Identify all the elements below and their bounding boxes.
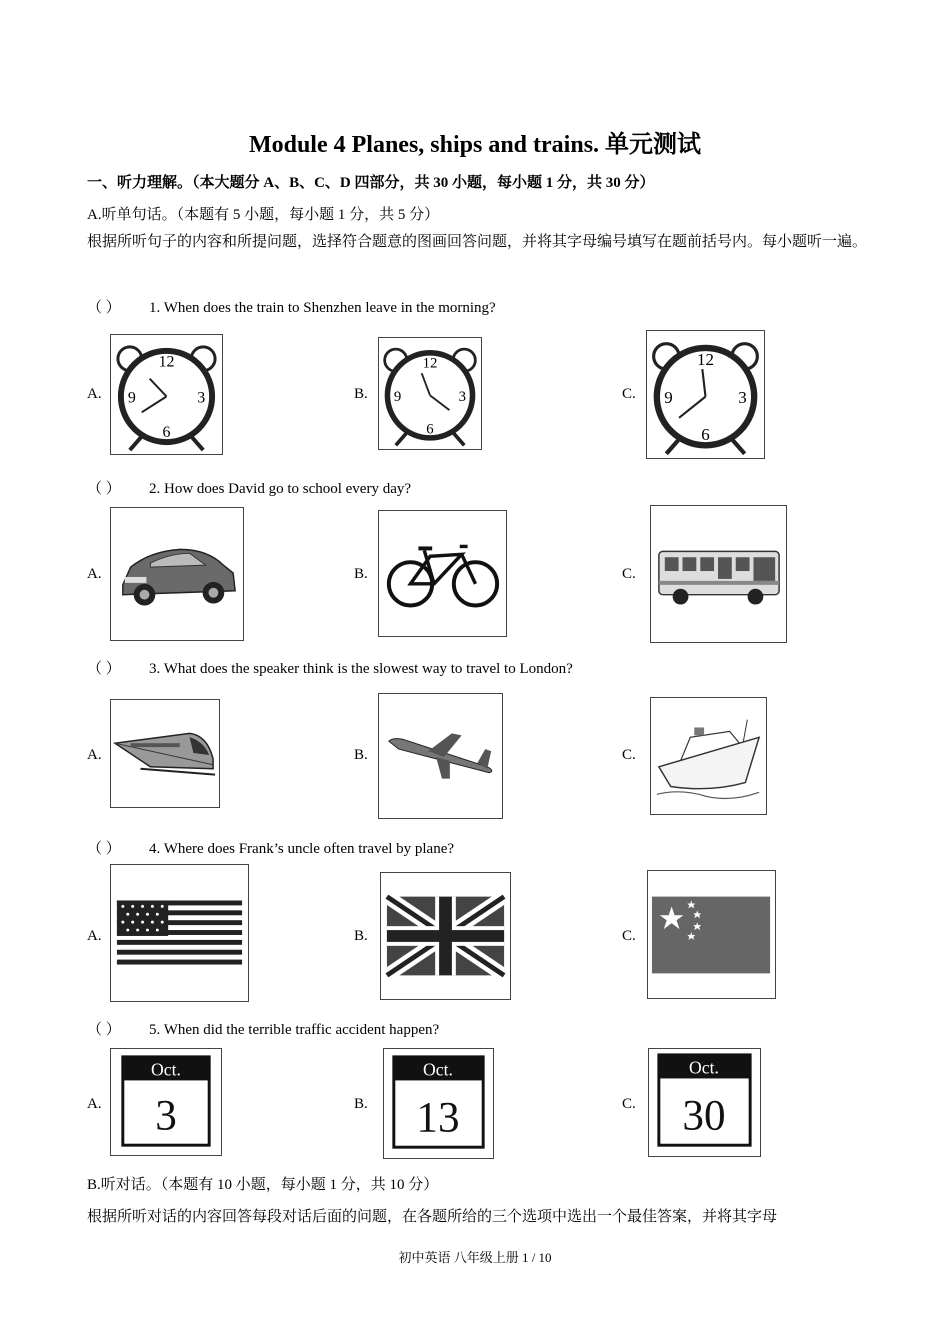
option-label: B. <box>354 928 368 944</box>
question-5 <box>87 1018 439 1039</box>
page-title: Module 4 Planes, ships and trains. 单元测试 <box>248 132 702 158</box>
question-text: 1. When does the train to Shenzhen leave in the morning? <box>149 300 496 316</box>
calendar-month: Oct. <box>423 1059 453 1080</box>
question-1 <box>87 296 496 317</box>
option-label: C. <box>622 386 636 402</box>
section-heading: 一、听力理解。（本大题分 A、B、C、D 四部分，共 30 小题，每小题 1 分，共 30 分） <box>87 175 655 191</box>
part-b-instruction: 根据所听对话的内容回答每段对话后面的问题，在各题所给的三个选项中选出一个最佳答案，并将其字母 <box>87 1209 778 1225</box>
part-a-instruction: 根据所听句子的内容和所提问题，选择符合题意的图画回答问题，并将其字母编号填写在题前括号内。每小题听一遍。 <box>87 234 868 250</box>
question-2 <box>87 477 411 498</box>
answer-blank[interactable]: （ ） <box>87 300 121 316</box>
clock-number: 12 <box>697 349 714 369</box>
option-label: B. <box>354 1096 368 1112</box>
option-label: C. <box>622 747 636 763</box>
uk-flag-icon[interactable] <box>380 872 511 1000</box>
answer-blank[interactable]: （ ） <box>87 841 121 857</box>
option-label: A. <box>87 1096 102 1112</box>
clock-number: 3 <box>738 387 747 407</box>
part-b-heading: B.听对话。（本题有 10 小题，每小题 1 分，共 10 分） <box>87 1177 439 1193</box>
answer-blank[interactable]: （ ） <box>87 1022 121 1038</box>
bus-icon[interactable] <box>650 505 787 643</box>
train-icon[interactable] <box>110 699 220 808</box>
clock-number: 9 <box>664 387 673 407</box>
question-text: 2. How does David go to school every day? <box>149 481 412 497</box>
calendar-icon[interactable] <box>110 1048 222 1156</box>
clock-number: 6 <box>162 424 171 442</box>
question-text: 4. Where does Frank’s uncle often travel by plane? <box>149 841 455 857</box>
clock-number: 9 <box>393 388 402 405</box>
china-flag-icon[interactable] <box>647 870 776 999</box>
option-label: A. <box>87 928 102 944</box>
clock-number: 3 <box>197 389 206 407</box>
calendar-month: Oct. <box>689 1057 719 1078</box>
option-label: C. <box>622 1096 636 1112</box>
option-label: A. <box>87 747 102 763</box>
question-4 <box>87 837 454 858</box>
clock-number: 9 <box>127 389 136 407</box>
us-flag-icon[interactable] <box>110 864 249 1002</box>
clock-number: 12 <box>422 355 438 372</box>
page-footer: 初中英语 八年级上册 1 / 10 <box>398 1250 552 1265</box>
question-text: 5. When did the terrible traffic accident happen? <box>149 1022 440 1038</box>
calendar-day: 3 <box>155 1092 177 1140</box>
clock-number: 6 <box>426 421 434 438</box>
option-label: C. <box>622 928 636 944</box>
calendar-icon[interactable] <box>648 1048 761 1157</box>
clock-number: 3 <box>458 388 467 405</box>
option-label: C. <box>622 566 636 582</box>
option-label: A. <box>87 386 102 402</box>
option-label: A. <box>87 566 102 582</box>
calendar-day: 30 <box>682 1092 726 1140</box>
answer-blank[interactable]: （ ） <box>87 481 121 497</box>
clock-icon[interactable] <box>110 334 223 455</box>
calendar-month: Oct. <box>151 1059 181 1080</box>
clock-number: 6 <box>701 425 710 445</box>
question-text: 3. What does the speaker think is the slowest way to travel to London? <box>149 661 573 677</box>
clock-icon[interactable] <box>646 330 765 459</box>
calendar-icon[interactable] <box>383 1048 494 1159</box>
answer-blank[interactable]: （ ） <box>87 661 121 677</box>
question-3 <box>87 657 573 678</box>
option-label: B. <box>354 566 368 582</box>
ship-icon[interactable] <box>650 697 767 815</box>
clock-icon[interactable] <box>378 337 482 450</box>
option-label: B. <box>354 386 368 402</box>
clock-number: 12 <box>158 353 175 371</box>
calendar-day: 13 <box>416 1094 460 1142</box>
plane-icon[interactable] <box>378 693 503 819</box>
part-a-heading: A.听单句话。（本题有 5 小题，每小题 1 分，共 5 分） <box>87 207 440 223</box>
car-icon[interactable] <box>110 507 244 641</box>
option-label: B. <box>354 747 368 763</box>
bicycle-icon[interactable] <box>378 510 507 637</box>
